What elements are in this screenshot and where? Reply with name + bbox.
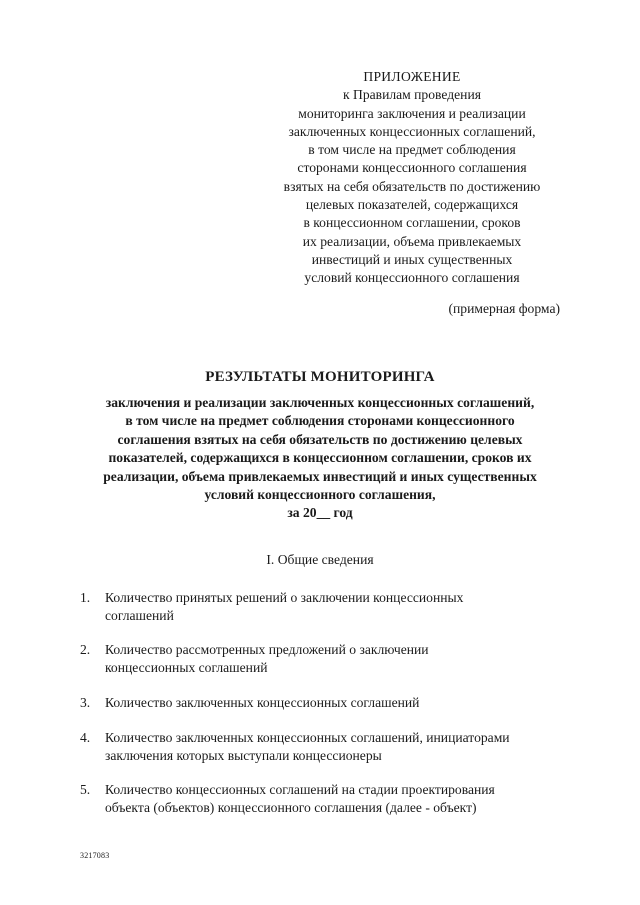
item-text (105, 641, 580, 678)
item-number: 2. (80, 642, 91, 657)
appendix-line: к Правилам проведения (343, 87, 481, 103)
item-text-line: объекта (объектов) концессионного соглашения (далее - объект) (105, 800, 477, 816)
appendix-line: заключенных концессионных соглашений, (288, 123, 536, 139)
item-text-line: Количество концессионных соглашений на стадии проектирования (105, 782, 495, 797)
item-text (105, 694, 580, 712)
item-number: 3. (80, 695, 91, 710)
appendix-block (262, 68, 562, 288)
subtitle-year-line: за 20__ год (287, 505, 353, 521)
section-heading: I. Общие сведения (266, 552, 374, 567)
form-note: (примерная форма) (448, 301, 560, 316)
item-text-line: Количество заключенных концессионных соглашений, инициаторами (105, 730, 510, 745)
appendix-line: их реализации, объема привлекаемых (302, 233, 522, 249)
item-number: 1. (80, 590, 91, 605)
appendix-line: условий концессионного соглашения (304, 270, 520, 286)
appendix-line: сторонами концессионного соглашения (297, 160, 527, 176)
appendix-line: инвестиций и иных существенных (311, 251, 513, 267)
subtitle-line: условий концессионного соглашения, (204, 487, 436, 503)
document-subtitle (60, 394, 580, 523)
document-title: РЕЗУЛЬТАТЫ МОНИТОРИНГА (205, 369, 435, 385)
item-text-line: Количество рассмотренных предложений о заключении (105, 642, 429, 657)
subtitle-line: показателей, содержащихся в концессионном соглашении, сроков их (108, 450, 532, 466)
appendix-line: мониторинга заключения и реализации (298, 105, 526, 121)
subtitle-line: соглашения взятых на себя обязательств по достижению целевых (117, 431, 523, 447)
item-number: 5. (80, 782, 91, 797)
subtitle-line: реализации, объема привлекаемых инвестиций и иных существенных (103, 468, 537, 484)
document-number: 3217083 (80, 851, 110, 860)
appendix-line: в концессионном соглашении, сроков (303, 215, 521, 231)
subtitle-line: в том числе на предмет соблюдения сторонами концессионного (125, 413, 515, 429)
appendix-line: в том числе на предмет соблюдения (308, 142, 516, 158)
item-text-line: Количество заключенных концессионных соглашений (105, 695, 420, 710)
appendix-heading: ПРИЛОЖЕНИЕ (363, 69, 461, 84)
item-text (105, 781, 580, 818)
item-text (105, 729, 580, 766)
subtitle-line: заключения и реализации заключенных концессионных соглашений, (105, 395, 535, 410)
item-text-line: концессионных соглашений (105, 660, 268, 676)
item-text-line: Количество принятых решений о заключении концессионных (105, 590, 464, 605)
item-text (105, 589, 580, 626)
appendix-line: взятых на себя обязательств по достижению (283, 178, 541, 194)
item-text-line: соглашений (105, 608, 174, 624)
item-number: 4. (80, 730, 91, 745)
item-text-line: заключения которых выступали концессионеры (105, 748, 382, 764)
appendix-line: целевых показателей, содержащихся (305, 197, 519, 213)
